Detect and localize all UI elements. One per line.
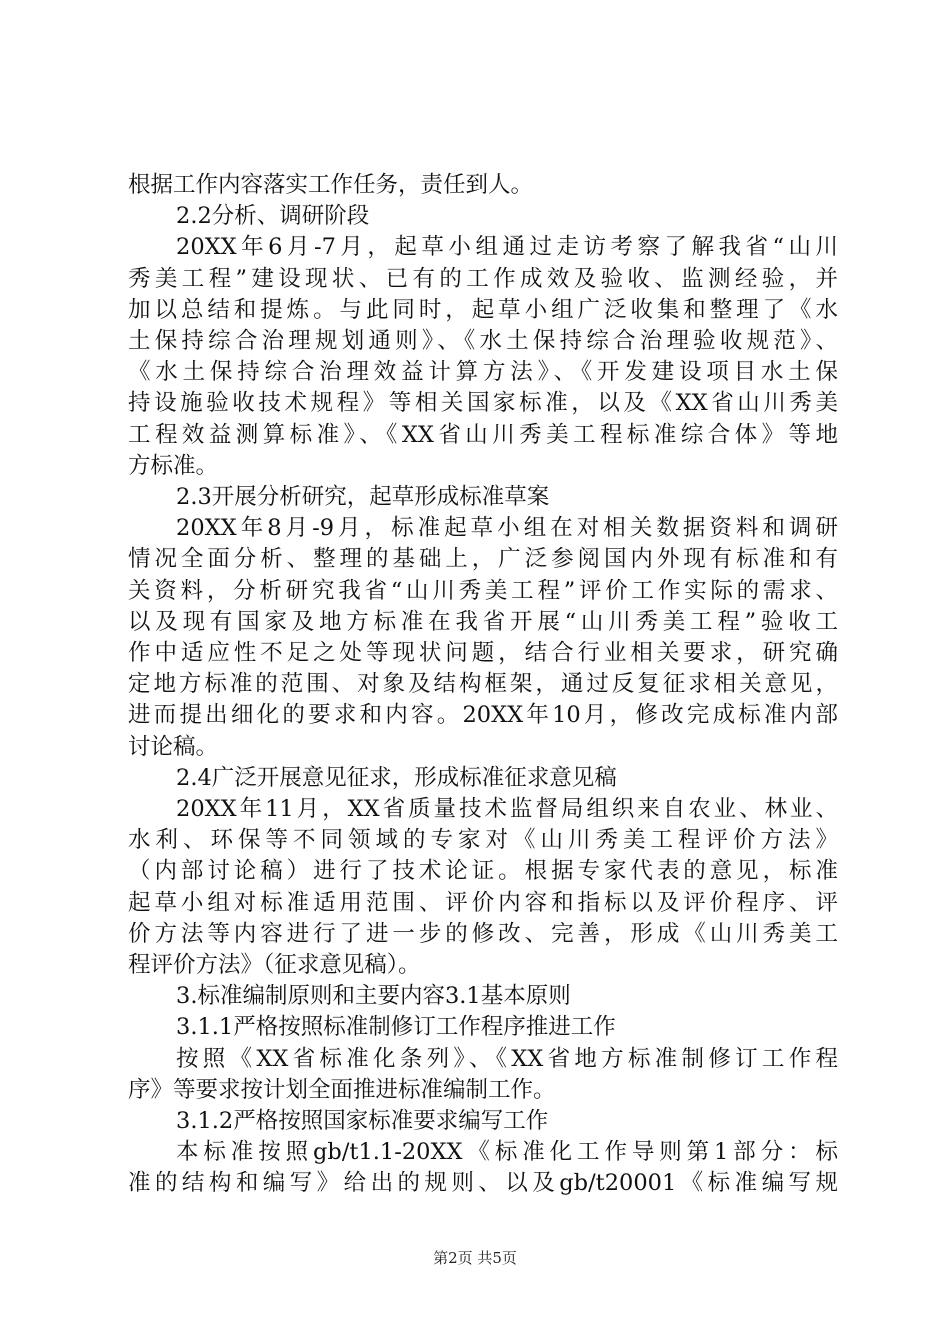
section-heading: 3.1.2严格按照国家标准要求编写工作 xyxy=(176,1108,549,1134)
body-line: 关资料，分析研究我省“山川秀美工程”评价工作实际的需求、 xyxy=(128,577,838,604)
body-line: 20XX年8月-9月，标准起草小组在对相关数据资料和调研 xyxy=(176,515,838,542)
body-line: 20XX年6月-7月，起草小组通过走访考察了解我省“山川 xyxy=(176,234,838,261)
section-heading: 2.3开展分析研究，起草形成标准草案 xyxy=(176,484,550,510)
body-line: 本标准按照gb/t1.1-20XX《标准化工作导则第1部分：标 xyxy=(176,1139,838,1166)
body-line: 起草小组对标准适用范围、评价内容和指标以及评价程序、评 xyxy=(128,889,838,916)
body-line: 水利、环保等不同领域的专家对《山川秀美工程评价方法》 xyxy=(128,827,838,854)
section-heading: 2.2分析、调研阶段 xyxy=(176,203,370,230)
body-line: 情况全面分析、整理的基础上，广泛参阅国内外现有标准和有 xyxy=(128,546,838,573)
section-heading: 3.标准编制原则和主要内容3.1基本原则 xyxy=(176,983,571,1010)
body-line: 定地方标准的范围、对象及结构框架，通过反复征求相关意见， xyxy=(128,671,838,698)
body-line: 《水土保持综合治理效益计算方法》、《开发建设项目水土保 xyxy=(128,359,838,386)
body-line: 序》等要求按计划全面推进标准编制工作。 xyxy=(128,1076,556,1103)
body-line: （内部讨论稿）进行了技术论证。根据专家代表的意见，标准 xyxy=(128,858,838,885)
body-line: 根据工作内容落实工作任务，责任到人。 xyxy=(128,172,534,198)
body-line: 以及现有国家及地方标准在我省开展“山川秀美工程”验收工 xyxy=(128,608,838,635)
body-line: 程评价方法》（征求意见稿）。 xyxy=(128,952,421,978)
page-number: 第2页 共5页 xyxy=(433,1249,517,1267)
body-line: 秀美工程”建设现状、已有的工作成效及验收、监测经验，并 xyxy=(128,265,838,292)
body-line: 作中适应性不足之处等现状问题，结合行业相关要求，研究确 xyxy=(128,640,838,666)
body-line: 讨论稿。 xyxy=(128,733,219,760)
section-heading: 2.4广泛开展意见征求，形成标准征求意见稿 xyxy=(176,764,617,791)
body-line: 进而提出细化的要求和内容。20XX年10月，修改完成标准内部 xyxy=(128,702,838,729)
body-line: 加以总结和提炼。与此同时，起草小组广泛收集和整理了《水 xyxy=(128,296,838,323)
body-line: 持设施验收技术规程》等相关国家标准，以及《XX省山川秀美 xyxy=(128,390,838,417)
body-line: 按照《XX省标准化条列》、《XX省地方标准制修订工作程 xyxy=(176,1045,838,1072)
body-line: 准的结构和编写》给出的规则、以及gb/t20001《标准编写规 xyxy=(128,1170,838,1197)
body-line: 20XX年11月，XX省质量技术监督局组织来自农业、林业、 xyxy=(176,796,838,822)
body-line: 价方法等内容进行了进一步的修改、完善，形成《山川秀美工 xyxy=(128,920,838,947)
body-line: 工程效益测算标准》、《XX省山川秀美工程标准综合体》等地 xyxy=(128,421,838,448)
body-line: 土保持综合治理规划通则》、《水土保持综合治理验收规范》、 xyxy=(128,328,838,354)
section-heading: 3.1.1严格按照标准制修订工作程序推进工作 xyxy=(176,1014,616,1041)
body-line: 方标准。 xyxy=(128,452,219,479)
